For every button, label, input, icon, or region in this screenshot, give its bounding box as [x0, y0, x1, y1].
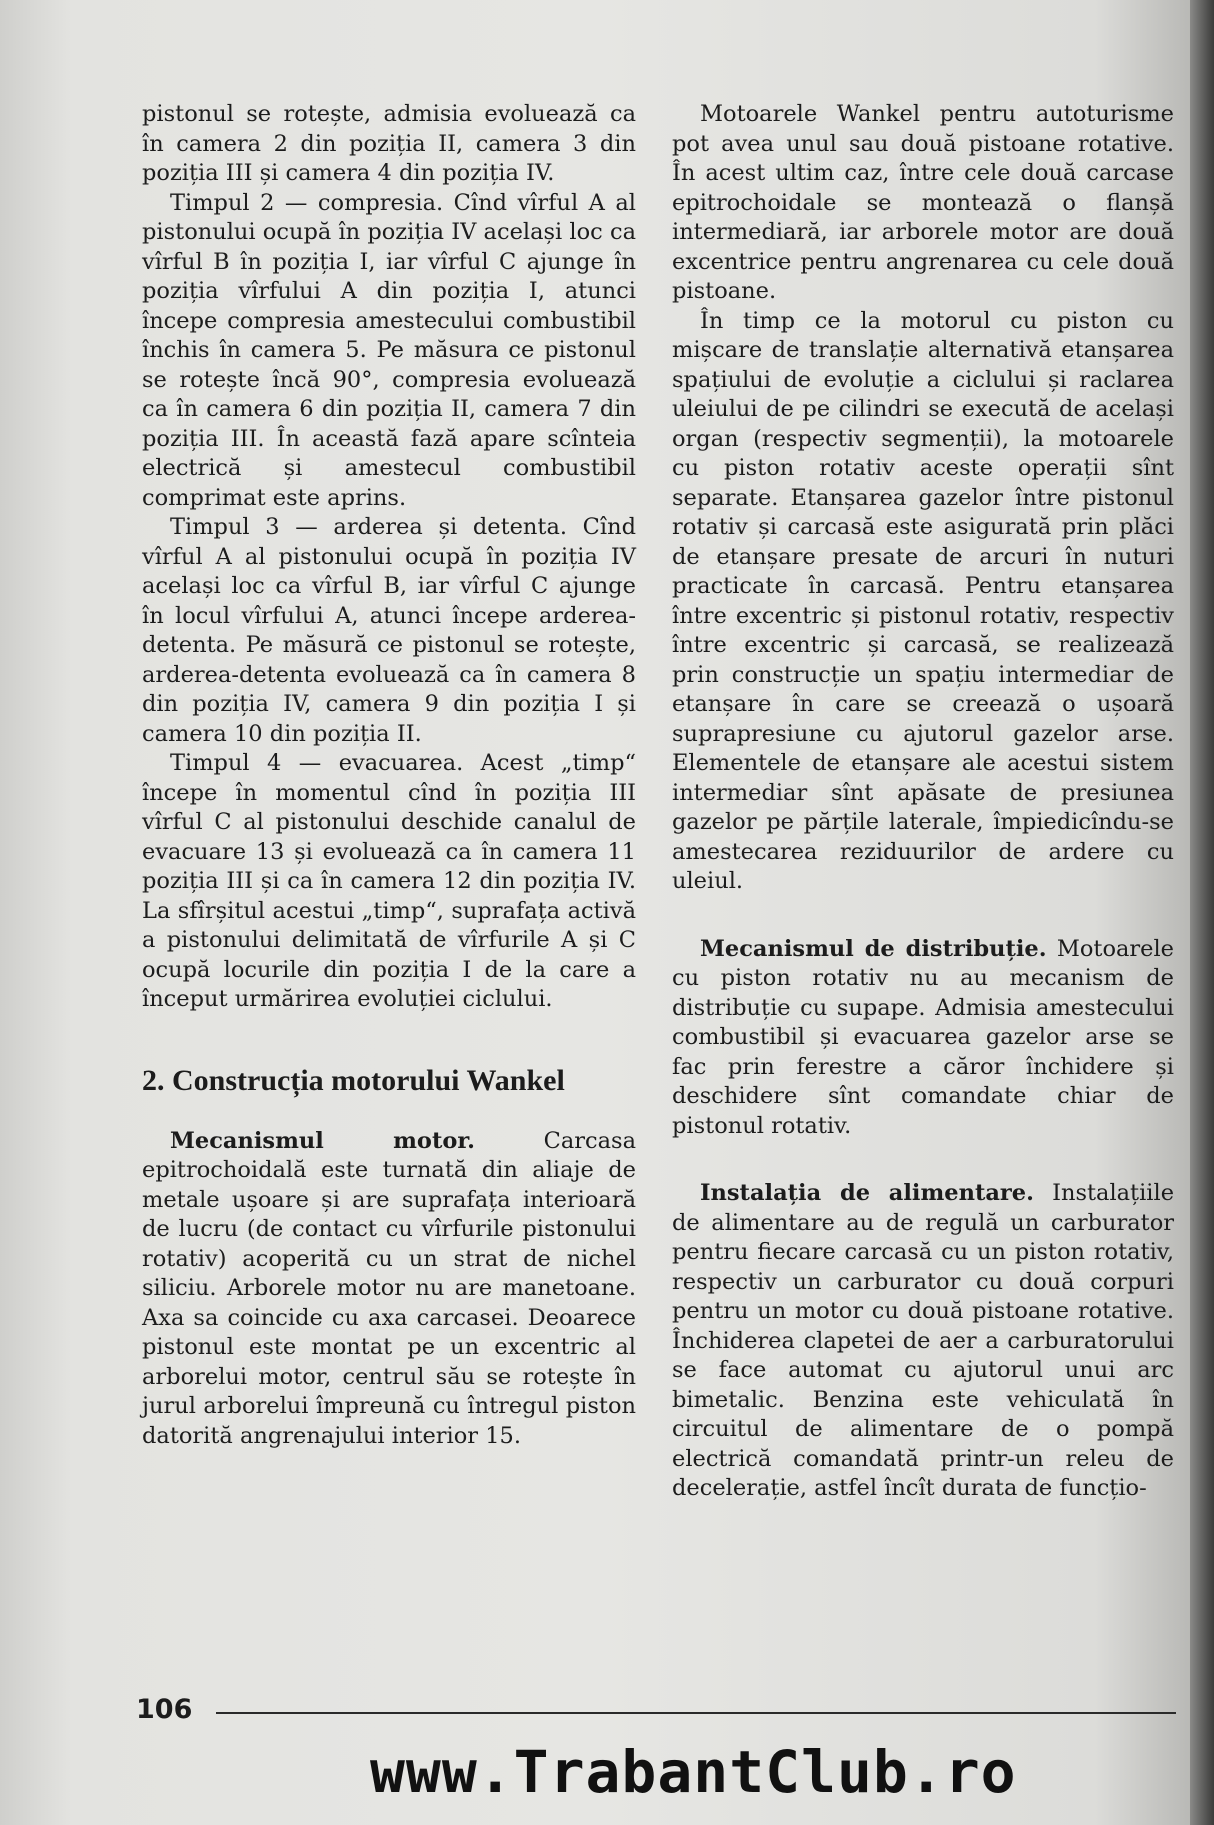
- paragraph-distribution: [672, 935, 1174, 1142]
- footer-rule: [216, 1712, 1176, 1714]
- paragraph-stroke-2-compression: Timpul 2 — compresia. Cînd vîrful A al pistonului ocupă în poziția IV același loc ca vîrful B în poziția I, iar vîrful C ajunge în poziția vîrfului A din poziția I, atunci începe compresia amestecului combustibil închis în camera 5. Pe măsura ce pistonul se rotește încă 90°, compresia evoluează ca în camera 6 din poziția II, camera 7 din poziția III. În această fază apare scînteia electrică și amestecul combustibil comprimat este aprins.: [142, 189, 636, 511]
- watermark-url: www.TrabantClub.ro: [370, 1738, 1017, 1806]
- right-text-column: [672, 100, 1174, 1504]
- paragraph-engine-mechanism: [142, 1127, 636, 1452]
- page-footer: [136, 1694, 1176, 1724]
- fuel-system-body: Instalațiile de alimentare au de regulă un carburator pentru fiecare carcasă cu un piston rotativ, respectiv un carburator cu două corpuri pentru un motor cu două pistoane rotative. Închiderea clapetei de aer a carburatorului se face automat cu ajutorul unui arc bimetalic. Benzina este vehiculată în circuitul de alimentare de o pompă electrică comandată printr-un releu de decelerație, astfel încît durata de funcțio-: [672, 1180, 1175, 1501]
- run-in-title-distribution: Mecanismul de distribuție.: [700, 935, 1047, 962]
- run-in-title-fuel-system: Instalația de alimentare.: [700, 1180, 1034, 1206]
- paragraph-wankel-pistons: Motoarele Wankel pentru autoturisme pot avea unul sau două pistoane rotative. În acest ultim caz, între cele două carcase epitrochoidale se montează o flanșă intermediară, iar arborele motor are două excentrice pentru angrenarea cu cele două pistoane.: [672, 101, 1174, 304]
- page-edge-shadow: [1190, 0, 1214, 1825]
- paragraph-stroke-4-exhaust: Timpul 4 — evacuarea. Acest „timp“ începe în momentul cînd în poziția III vîrful C al pistonului deschide canalul de evacuare 13 și evoluează ca în camera 11 poziția III și ca în camera 12 din poziția IV. La sfîrșitul acestui „timp“, suprafața activă a pistonului delimitată de vîrfurile A și C ocupă locurile din poziția I de la care a început urmărirea evoluției ciclului.: [142, 750, 636, 1012]
- paragraph-stroke-3-combustion: Timpul 3 — arderea și detenta. Cînd vîrful A al pistonului ocupă în poziția IV același loc ca vîrful B, iar vîrful C ajunge în locul vîrfului A, atunci începe arderea-detenta. Pe măsură ce pistonul se rotește, arderea-detenta evoluează ca în camera 8 din poziția IV, camera 9 din poziția I și camera 10 din poziția II.: [142, 514, 636, 747]
- left-text-column: [142, 100, 636, 1451]
- section-heading: 2. Construcția motorului Wankel: [142, 1063, 565, 1097]
- run-in-title-engine-mechanism: Mecanismul motor.: [170, 1127, 475, 1154]
- paragraph-intake-continuation: pistonul se rotește, admisia evoluează ca în camera 2 din poziția II, camera 3 din poziția III și camera 4 din poziția IV.: [142, 101, 636, 186]
- engine-mechanism-body: Carcasa epitrochoidală este turnată din aliaje de metale ușoare și are suprafața interioară de lucru (de contact cu vîrfurile pistonului rotativ) acoperită cu un strat de nichel siliciu. Arborele motor nu are manetoane. Axa sa coincide cu axa carcasei. Deoarece pistonul este montat pe un excentric al arborelui motor, centrul său se rotește în jurul arborelui împreună cu întregul piston datorită angrenajului interior 15.: [142, 1127, 636, 1449]
- paragraph-fuel-system: [672, 1179, 1174, 1504]
- paragraph-sealing: În timp ce la motorul cu piston cu mișcare de translație alternativă etanșarea spațiului de evoluție a ciclului și raclarea uleiului de pe cilindri se execută de același organ (respectiv segmenții), la motoarele cu piston rotativ aceste operații sînt separate. Etanșarea gazelor între pistonul rotativ și carcasă este asigurată prin plăci de etanșare presate de arcuri în nuturi practicate în carcasă. Pentru etanșarea între excentric și pistonul rotativ, respectiv între excentric și carcasă, se realizează prin construcție un spațiu intermediar de etanșare în care se creează o ușoară suprapresiune cu ajutorul gazelor arse. Elementele de etanșare ale acestui sistem intermediar sînt apăsate de presiunea gazelor pe părțile laterale, împiedicîndu-se amestecarea reziduurilor de ardere cu uleiul.: [672, 307, 1174, 894]
- distribution-body: Motoarele cu piston rotativ nu au mecanism de distribuție cu supape. Admisia amestecului combustibil și evacuarea gazelor arse se fac prin ferestre a căror închidere și deschidere sînt comandate chiar de pistonul rotativ.: [672, 935, 1174, 1139]
- page-number: 106: [136, 1694, 193, 1725]
